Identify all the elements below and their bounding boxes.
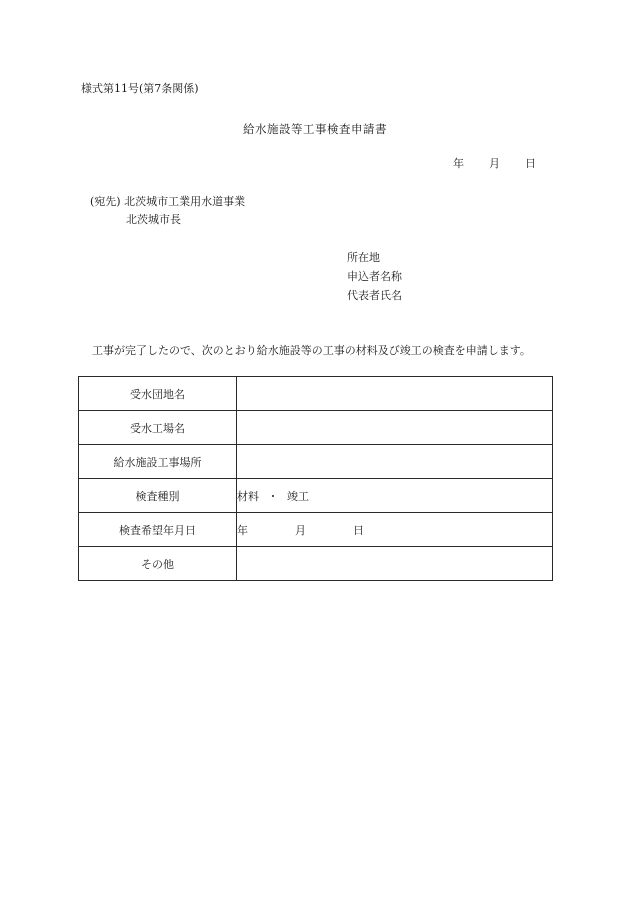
table-row [79, 547, 553, 581]
row-label-inspection-type: 検査種別 [79, 479, 237, 513]
row-label-desired-date: 検査希望年月日 [79, 513, 237, 547]
applicant-representative-label: 代表者氏名 [347, 289, 402, 302]
inspection-type-field[interactable] [237, 479, 553, 513]
row-label-work-location: 給水施設工事場所 [79, 445, 237, 479]
work-location-field[interactable] [237, 445, 553, 479]
desired-date-field[interactable] [237, 513, 553, 547]
application-date [453, 155, 536, 171]
inspection-type-separator: ・ [267, 489, 279, 503]
addressee-name: 北茨城市長 [126, 213, 181, 226]
date-day-label: 日 [525, 157, 536, 170]
row-label-other: その他 [79, 547, 237, 581]
table-row [79, 411, 553, 445]
request-statement: 工事が完了したので、次のとおり給水施設等の工事の材料及び竣工の検査を申請します。 [92, 344, 531, 357]
date-year-label: 年 [453, 157, 464, 170]
table-row [79, 445, 553, 479]
desired-date-month: 月 [295, 523, 306, 537]
document-title: 給水施設等工事検査申請書 [243, 122, 387, 136]
inspection-type-material[interactable]: 材料 [237, 489, 259, 503]
row-label-receiving-factory: 受水工場名 [79, 411, 237, 445]
applicant-block [347, 248, 402, 305]
form-number: 様式第11号(第7条関係) [81, 82, 199, 95]
desired-date-year: 年 [237, 523, 248, 537]
row-label-receiving-estate: 受水団地名 [79, 377, 237, 411]
application-table [78, 376, 553, 581]
table-row [79, 513, 553, 547]
receiving-factory-field[interactable] [237, 411, 553, 445]
date-month-label: 月 [489, 157, 500, 170]
applicant-name-label: 申込者名称 [347, 270, 402, 283]
desired-date-day: 日 [353, 523, 364, 537]
inspection-type-completion[interactable]: 竣工 [287, 489, 309, 503]
receiving-estate-field[interactable] [237, 377, 553, 411]
addressee-line: (宛先) 北茨城市工業用水道事業 [90, 195, 246, 208]
applicant-address-label: 所在地 [347, 251, 380, 264]
other-field[interactable] [237, 547, 553, 581]
table-row [79, 377, 553, 411]
table-row [79, 479, 553, 513]
